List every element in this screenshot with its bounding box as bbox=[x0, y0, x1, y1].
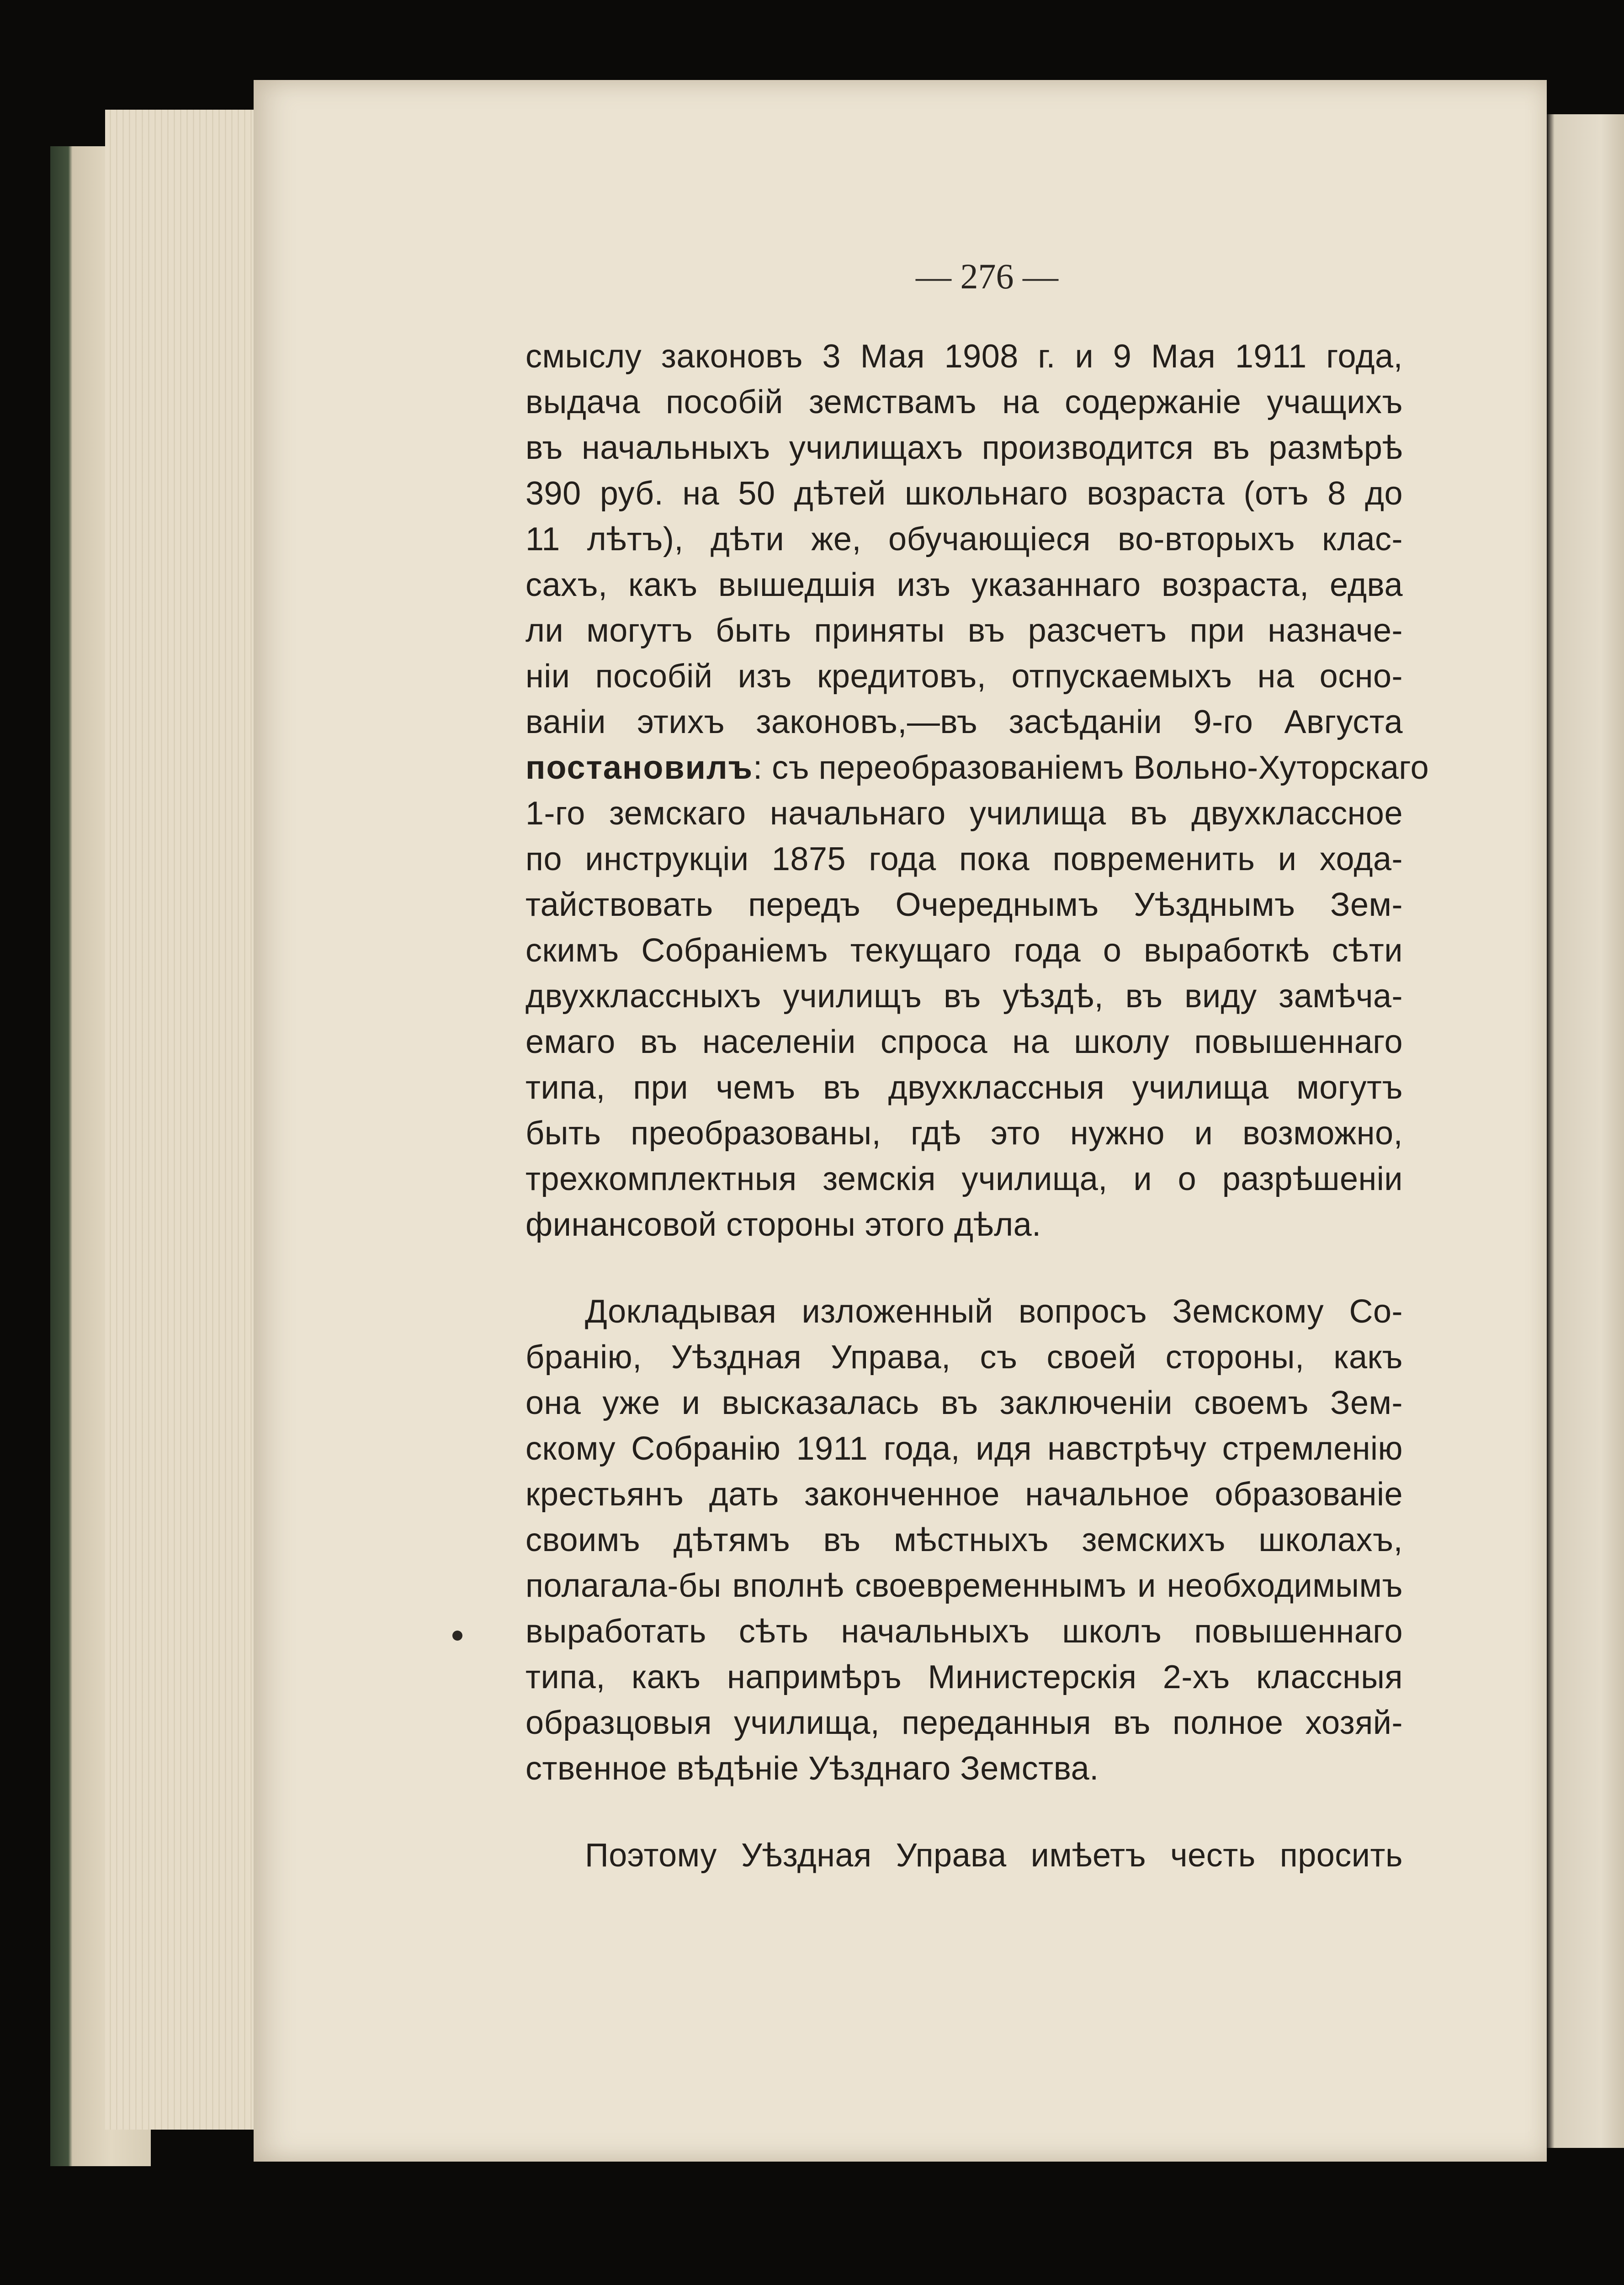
text-line: 1-го земскаго начальнаго училища въ двухклассное bbox=[525, 795, 1403, 832]
text-line: ственное вѣдѣніе Уѣзднаго Земства. bbox=[525, 1750, 1099, 1787]
text-line: Докладывая изложенный вопросъ Земскому Со- bbox=[585, 1293, 1403, 1330]
text-line: бранію, Уѣздная Управа, съ своей стороны, какъ bbox=[525, 1339, 1403, 1376]
page-text bbox=[525, 334, 1429, 1878]
text-line: ніи пособій изъ кредитовъ, отпускаемыхъ на осно- bbox=[525, 658, 1403, 695]
strong-word: постановилъ bbox=[525, 749, 754, 786]
text-line: сахъ, какъ вышедшія изъ указаннаго возраста, едва bbox=[525, 567, 1403, 603]
text-line: типа, при чемъ въ двухклассныя училища могутъ bbox=[525, 1069, 1403, 1106]
text-line: своимъ дѣтямъ въ мѣстныхъ земскихъ школахъ, bbox=[525, 1522, 1403, 1558]
text-line: быть преобразованы, гдѣ это нужно и возможно, bbox=[525, 1115, 1403, 1152]
text-line: полагала-бы вполнѣ своевременнымъ и необходимымъ bbox=[525, 1568, 1403, 1604]
facing-page-edge bbox=[1547, 114, 1624, 2148]
text-line: типа, какъ напримѣръ Министерскія 2-хъ классныя bbox=[525, 1659, 1403, 1695]
paragraph-2 bbox=[525, 1289, 1403, 1791]
text-line: смыслу законовъ 3 Мая 1908 г. и 9 Мая 1911 года, bbox=[525, 338, 1403, 375]
paragraph-1 bbox=[525, 334, 1429, 1248]
text-line: выработать сѣть начальныхъ школъ повышеннаго bbox=[525, 1613, 1403, 1650]
text-line: крестьянъ дать законченное начальное образованіе bbox=[525, 1476, 1403, 1513]
paragraph-3 bbox=[525, 1833, 1403, 1878]
text-after-strong: : съ переобразованіемъ Вольно-Хуторскаго bbox=[753, 749, 1429, 786]
page-stack-edge bbox=[105, 110, 270, 2130]
text-line: скимъ Собраніемъ текущаго года о выработкѣ сѣти bbox=[525, 932, 1403, 969]
text-line: емаго въ населеніи спроса на школу повышеннаго bbox=[525, 1024, 1403, 1060]
text-line: выдача пособій земствамъ на содержаніе учащихъ bbox=[525, 384, 1403, 420]
text-line: образцовыя училища, переданныя въ полное хозяй- bbox=[525, 1705, 1403, 1741]
text-line: трехкомплектныя земскія училища, и о разрѣшеніи bbox=[525, 1161, 1403, 1197]
text-line: Поэтому Уѣздная Управа имѣетъ честь просить bbox=[585, 1837, 1403, 1874]
text-line: она уже и высказалась въ заключеніи своемъ Зем- bbox=[525, 1385, 1403, 1421]
text-line: тайствовать передъ Очереднымъ Уѣзднымъ Зем- bbox=[525, 887, 1403, 923]
text-line: 11 лѣтъ), дѣти же, обучающіеся во-вторыхъ клас- bbox=[525, 521, 1403, 558]
text-line-with-strong bbox=[525, 745, 1429, 791]
ink-dot bbox=[452, 1631, 462, 1641]
page-number: — 276 — bbox=[916, 256, 1058, 296]
text-line: ваніи этихъ законовъ,—въ засѣданіи 9-го Августа bbox=[525, 704, 1403, 740]
text-line: скому Собранію 1911 года, идя навстрѣчу стремленію bbox=[525, 1430, 1403, 1467]
text-line: 390 руб. на 50 дѣтей школьнаго возраста (отъ 8 до bbox=[525, 475, 1403, 512]
text-line: двухклассныхъ училищъ въ уѣздѣ, въ виду замѣча- bbox=[525, 978, 1403, 1015]
text-line: въ начальныхъ училищахъ производится въ размѣрѣ bbox=[525, 430, 1403, 466]
text-line: финансовой стороны этого дѣла. bbox=[525, 1206, 1041, 1243]
text-line: ли могутъ быть приняты въ разсчетъ при назначе- bbox=[525, 612, 1403, 649]
text-line: по инструкціи 1875 года пока повременить и хода- bbox=[525, 841, 1403, 877]
